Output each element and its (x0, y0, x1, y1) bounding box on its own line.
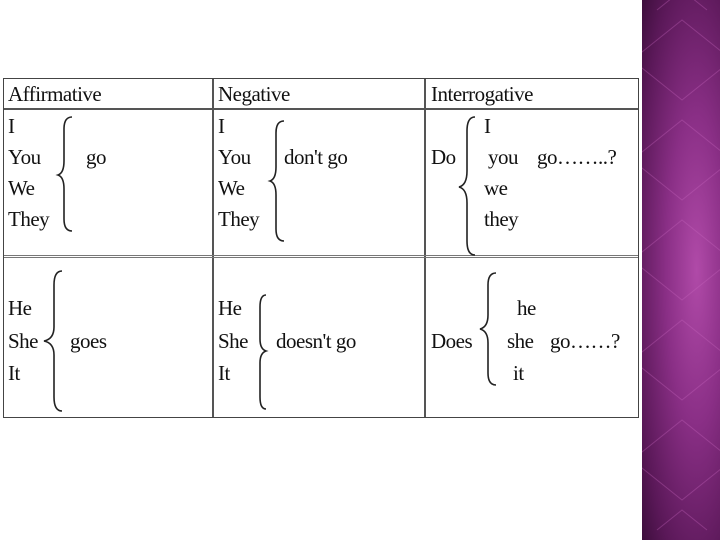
subject-i: I (8, 114, 15, 138)
brace (459, 115, 477, 257)
brace (270, 119, 286, 243)
subject-it: it (513, 361, 524, 385)
subject-we: We (8, 176, 35, 200)
subject-they: They (8, 207, 50, 231)
subject-it: It (218, 361, 230, 385)
brace (480, 271, 498, 387)
subject-he: He (218, 296, 242, 320)
column-divider (212, 79, 214, 417)
verb-doesnt-go: doesn't go (276, 329, 356, 353)
subject-we: We (218, 176, 245, 200)
brace (60, 115, 76, 233)
panel-pattern (642, 0, 720, 540)
verb-go-question: go……? (550, 329, 620, 353)
subject-you: You (218, 145, 251, 169)
subject-i: I (218, 114, 225, 138)
subject-you: you (488, 145, 518, 169)
header-interrogative: Interrogative (431, 82, 533, 106)
subject-i: I (484, 114, 491, 138)
brace (44, 269, 64, 413)
subject-he: He (8, 296, 32, 320)
decorative-side-panel (642, 0, 720, 540)
auxiliary-do: Do (431, 145, 456, 169)
brace (252, 293, 268, 411)
subject-he: he (517, 296, 536, 320)
subject-we: we (484, 176, 508, 200)
header-affirmative: Affirmative (8, 82, 102, 106)
column-divider (424, 79, 426, 417)
subject-she: She (218, 329, 248, 353)
subject-she: She (8, 329, 38, 353)
grammar-table (3, 78, 639, 418)
row-divider (4, 255, 638, 258)
verb-goes: goes (70, 329, 107, 353)
verb-go: go (86, 145, 106, 169)
subject-they: they (484, 207, 519, 231)
verb-dont-go: don't go (284, 145, 348, 169)
header-divider (4, 108, 638, 110)
header-negative: Negative (218, 82, 290, 106)
subject-you: You (8, 145, 41, 169)
verb-go-question: go……..? (537, 145, 617, 169)
subject-she: she (507, 329, 534, 353)
auxiliary-does: Does (431, 329, 473, 353)
subject-they: They (218, 207, 260, 231)
subject-it: It (8, 361, 20, 385)
